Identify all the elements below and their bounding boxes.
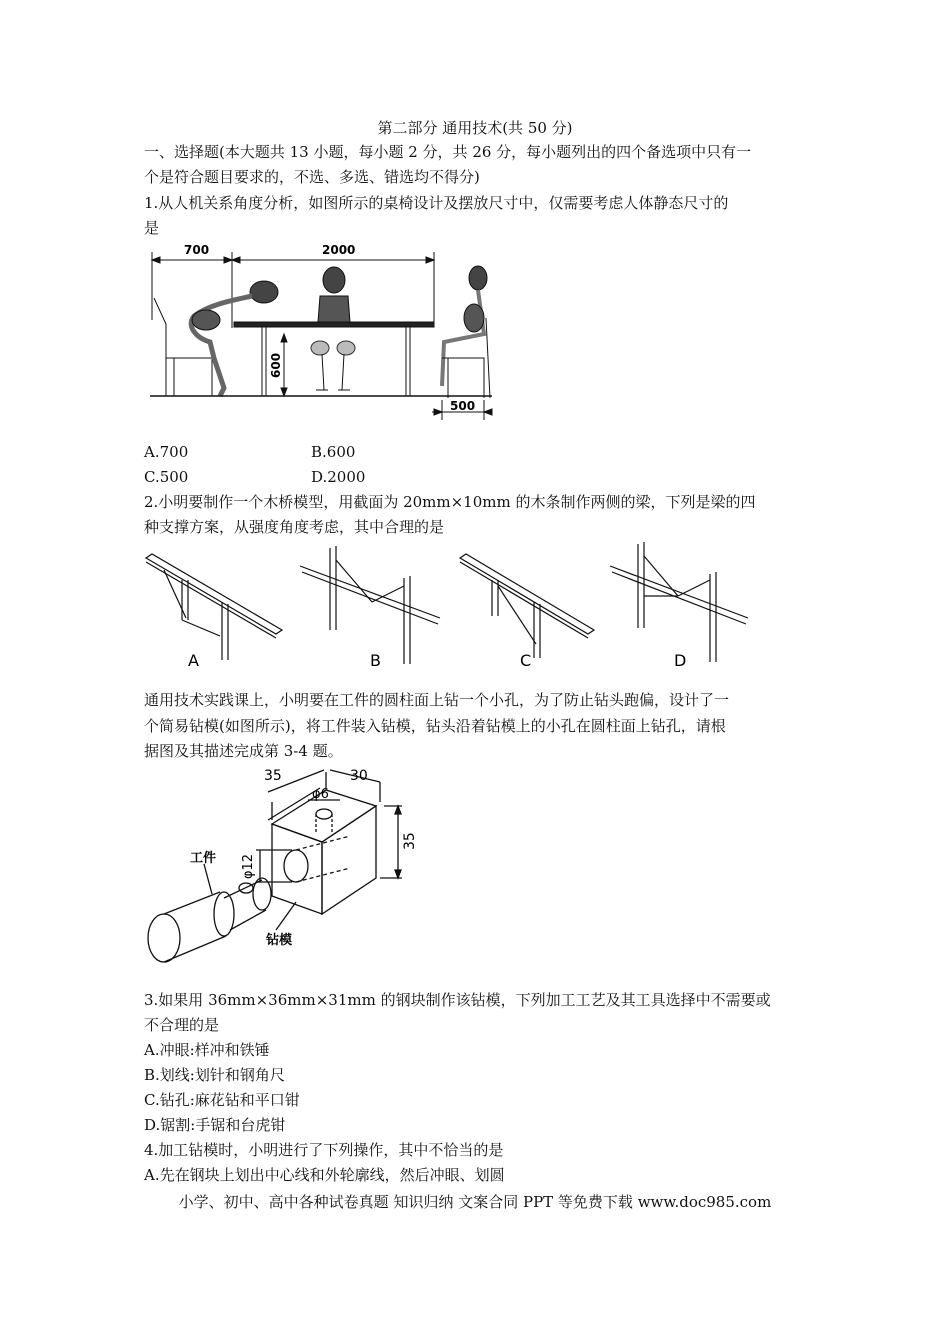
dim-label-35-right: 35 [402,832,418,850]
q1-option-c: C.500 [144,468,189,486]
label-drill-jig: 钻模 [266,933,293,948]
drill-jig-figure [140,762,420,972]
section-heading-line2: 个是符合题目要求的，不选、多选、错选均不得分) [144,168,480,186]
support-option-d [610,542,748,662]
page-footer: 小学、初中、高中各种试卷真题 知识归纳 文案合同 PPT 等免费下载 www.doc985.com [178,1193,772,1211]
section-heading-line1: 一、选择题(本大题共 13 小题，每小题 2 分，共 26 分，每小题列出的四个备选项中只有一 [144,143,752,161]
label-workpiece: 工件 [190,851,217,866]
q1-figure-table-chairs [144,238,494,420]
q3-option-a: A.冲眼:样冲和铁锤 [144,1041,270,1059]
context-line1: 通用技术实践课上，小明要在工件的圆柱面上钻一个小孔，为了防止钻头跑偏，设计了一 [144,691,730,709]
support-option-c [460,554,594,658]
q3-option-d: D.锯割:手锯和台虎钳 [144,1116,286,1134]
support-option-a [146,554,282,660]
q1-option-b: B.600 [311,443,356,461]
jig-side-face [322,806,376,914]
dim-label-2000: 2000 [322,243,356,257]
q2-stem-line1: 2.小明要制作一个木桥模型，用截面为 20mm×10mm 的木条制作两侧的梁，下列是梁的四 [144,493,756,511]
context-line2: 个简易钻模(如图所示)，将工件装入钻模，钻头沿着钻模上的小孔在圆柱面上钻孔，请根 [144,717,726,735]
support-label-a: A [188,651,199,670]
q3-stem-line2: 不合理的是 [144,1016,220,1034]
q3-stem-line1: 3.如果用 36mm×36mm×31mm 的钢块制作该钻模，下列加工工艺及其工具选择中不需要或 [144,991,771,1009]
q1-stem-line1: 1.从人机关系角度分析，如图所示的桌椅设计及摆放尺寸中，仅需要考虑人体静态尺寸的 [144,194,729,212]
jig-front-face [272,824,322,914]
support-label-c: C [520,651,532,670]
dim-label-phi12: φ12 [241,854,256,880]
dim-label-35-top: 35 [264,768,282,784]
q3-option-b: B.划线:划针和钢角尺 [144,1066,285,1084]
q1-option-a: A.700 [144,443,189,461]
q4-stem-line1: 4.加工钻模时，小明进行了下列操作，其中不恰当的是 [144,1141,504,1159]
q2-figure-bridge-supports [140,540,780,672]
support-label-b: B [370,651,381,670]
dim-label-500: 500 [450,399,476,413]
q4-option-a: A.先在钢块上划出中心线和外轮廓线，然后冲眼、划圆 [144,1166,505,1184]
dim-label-700: 700 [184,243,210,257]
dim-label-600: 600 [269,352,283,378]
dim-label-30: 30 [350,768,368,784]
dim-label-phi6: φ6 [312,787,329,802]
q1-stem-line2: 是 [144,219,160,237]
q2-stem-line2: 种支撑方案，从强度角度考虑，其中合理的是 [144,518,445,536]
support-option-b [300,546,440,664]
q3-option-c: C.钻孔:麻花钻和平口钳 [144,1091,300,1109]
page-title: 第二部分 通用技术(共 50 分) [377,119,573,137]
support-label-d: D [674,651,687,670]
q1-option-d: D.2000 [311,468,366,486]
context-line3: 据图及其描述完成第 3-4 题。 [144,742,343,760]
